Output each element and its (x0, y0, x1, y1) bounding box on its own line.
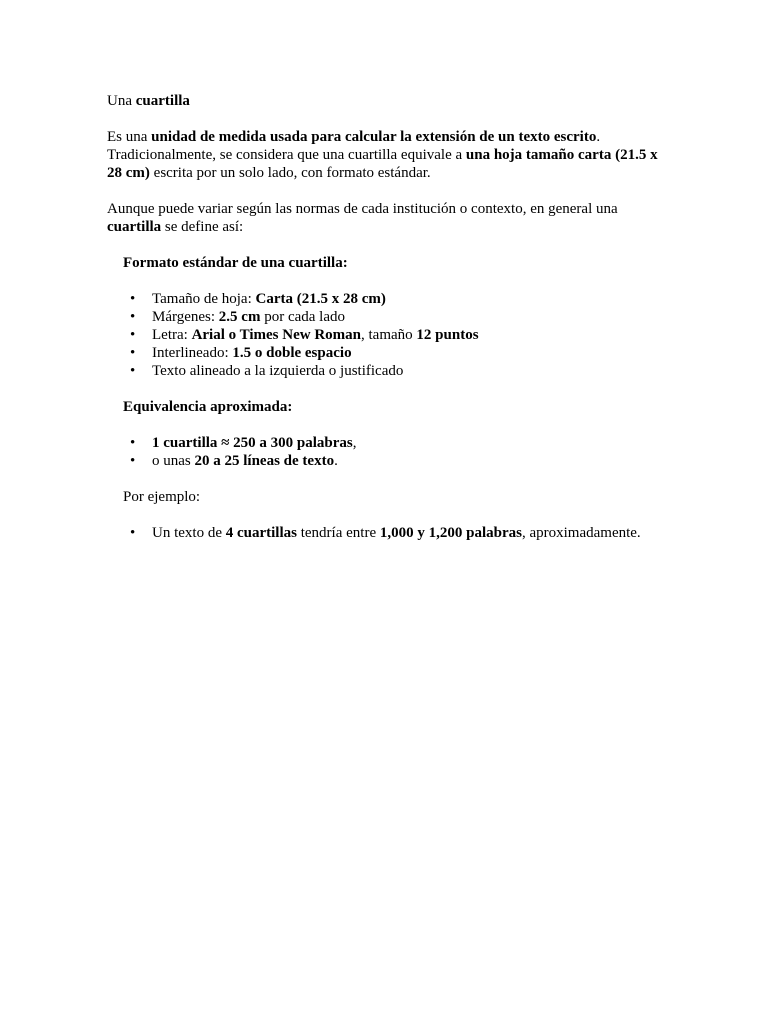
item-bold: 20 a 25 líneas de texto (194, 453, 335, 469)
equivalence-heading: Equivalencia aproximada: (123, 399, 293, 415)
item-bold: Arial o Times New Roman (191, 327, 362, 343)
item-bold: 2.5 cm (218, 309, 261, 325)
intro-paragraph (107, 128, 667, 182)
document-title (107, 92, 667, 110)
equivalence-list (107, 434, 667, 470)
item-bold: 1 cuartilla ≈ 250 a 300 palabras (152, 435, 353, 451)
example-list (107, 524, 667, 542)
intro-text-3: escrita por un solo lado, con formato estándar. (149, 165, 431, 181)
example-heading: Por ejemplo: (123, 489, 201, 505)
list-item (130, 434, 667, 452)
title-prefix: Una (107, 93, 136, 109)
bullet-icon: • (130, 363, 136, 379)
item-text: , tamaño (361, 327, 417, 343)
bullet-icon: • (130, 327, 136, 343)
intro-bold-1: unidad de medida usada para calcular la extensión de un texto escrito (151, 129, 597, 145)
bullet-icon: • (130, 345, 136, 361)
list-item (130, 344, 667, 362)
intro-bold-2: una hoja tamaño carta (21.5 x 28 cm) (107, 147, 658, 181)
bullet-icon: • (130, 525, 136, 541)
bullet-icon: • (130, 453, 136, 469)
item-bold: 1,000 y 1,200 palabras (379, 525, 522, 541)
item-text: Texto alineado a la izquierda o justificado (152, 363, 404, 379)
format-list (107, 290, 667, 380)
item-text: , aproximadamente. (521, 525, 641, 541)
bullet-icon: • (130, 435, 136, 451)
item-text: . (334, 453, 338, 469)
list-item (130, 362, 667, 380)
list-item (130, 290, 667, 308)
variation-text-2: se define así: (161, 219, 244, 235)
bullet-icon: • (130, 291, 136, 307)
item-text: por cada lado (260, 309, 345, 325)
intro-text-2: . Tradicionalmente, se considera que una cuartilla equivale a (107, 129, 601, 163)
item-bold: 12 puntos (416, 327, 479, 343)
item-text: Interlineado: (152, 345, 233, 361)
list-item (130, 326, 667, 344)
intro-text-1: Es una (107, 129, 152, 145)
list-item (130, 452, 667, 470)
item-text: Tamaño de hoja: (152, 291, 256, 307)
list-item (130, 524, 667, 542)
variation-paragraph (107, 200, 667, 236)
item-text: , (352, 435, 357, 451)
item-text: tendría entre (296, 525, 380, 541)
title-bold: cuartilla (135, 93, 190, 109)
document-page (107, 92, 667, 560)
variation-text-1: Aunque puede variar según las normas de cada institución o contexto, en general una (107, 201, 618, 217)
variation-bold-1: cuartilla (107, 219, 162, 235)
item-text: Márgenes: (152, 309, 219, 325)
bullet-icon: • (130, 309, 136, 325)
item-text: Un texto de (152, 525, 226, 541)
format-heading: Formato estándar de una cuartilla: (123, 255, 348, 271)
item-bold: 1.5 o doble espacio (232, 345, 352, 361)
item-text: Letra: (152, 327, 192, 343)
list-item (130, 308, 667, 326)
item-bold: 4 cuartillas (225, 525, 297, 541)
item-bold: Carta (21.5 x 28 cm) (255, 291, 386, 307)
item-text: o unas (152, 453, 195, 469)
